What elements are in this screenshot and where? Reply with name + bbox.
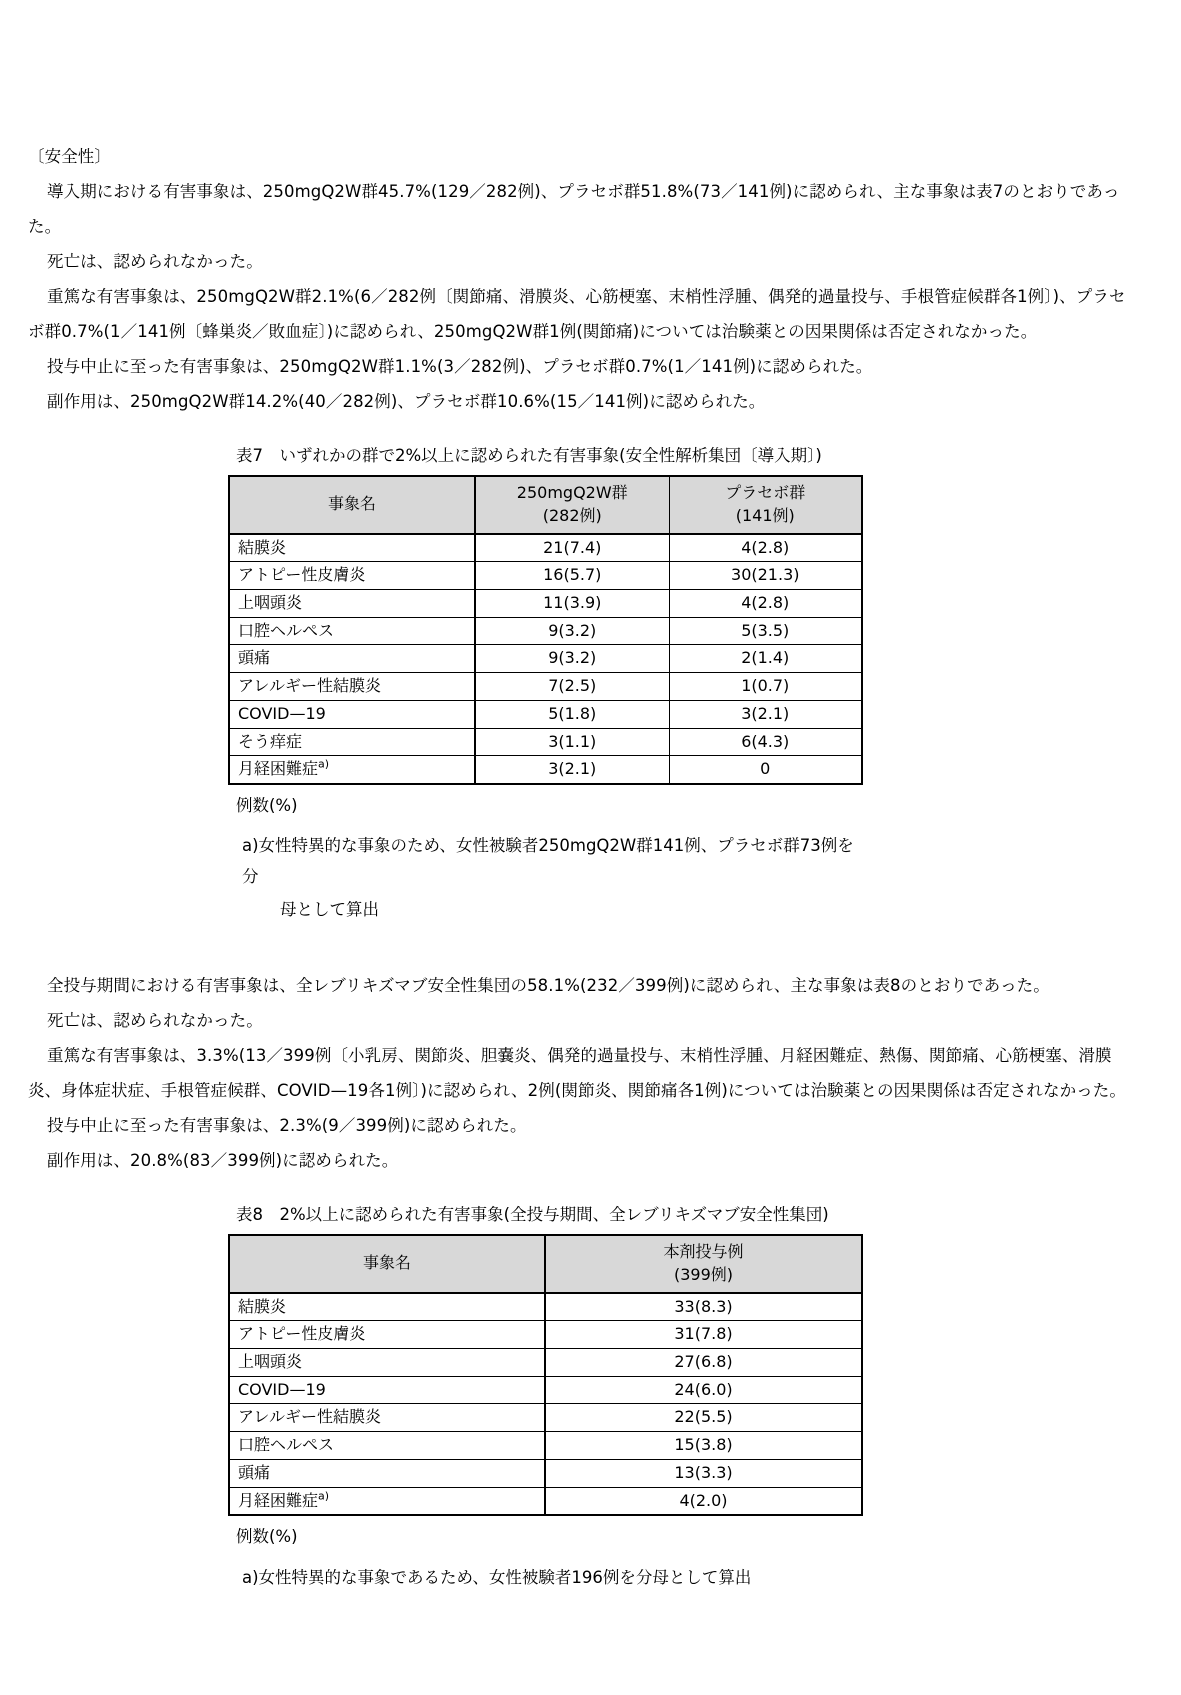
table7-block (228, 444, 868, 925)
table7 (228, 475, 863, 785)
table-row (229, 1404, 862, 1432)
table7-body (229, 534, 862, 784)
table-row (229, 1293, 862, 1321)
table8-cell-event-name: COVID—19 (229, 1376, 545, 1404)
table7-cell-event-name: COVID—19 (229, 700, 475, 728)
table8-cell-event-name: 月経困難症$^{a)}$ (229, 1487, 545, 1515)
table7-head (229, 476, 862, 534)
table7-cell-q2w-value: 3(2.1) (475, 756, 669, 784)
table7-col-event (229, 476, 475, 534)
table-row (229, 617, 862, 645)
table8-cell-value: 31(7.8) (545, 1321, 862, 1349)
table7-cell-placebo-value: 6(4.3) (669, 728, 862, 756)
table7-cell-q2w-value: 3(1.1) (475, 728, 669, 756)
table8-col-drug-label: 本剤投与例 (663, 1241, 744, 1261)
paragraph-serious-ae: 重篤な有害事象は、250mgQ2W群2.1%(6／282例〔関節痛、滑膜炎、心筋梗塞、末梢性浮腫、偶発的過量投与、手根管症候群各1例〕)、プラセボ群0.7%(1／141例〔蜂巣炎／敗血症〕)に認められ、250mgQ2W群1例(関節痛)については治験薬との因果関係は否定されなかった。 (28, 286, 1126, 341)
table7-cell-placebo-value: 4(2.8) (669, 589, 862, 617)
paragraph-induction-ae: 導入期における有害事象は、250mgQ2W群45.7%(129／282例)、プラセボ群51.8%(73／141例)に認められ、主な事象は表7のとおりであった。 (28, 181, 1120, 236)
table8-cell-value: 33(8.3) (545, 1293, 862, 1321)
table7-cell-q2w-value: 5(1.8) (475, 700, 669, 728)
table8-block (228, 1203, 868, 1594)
table7-cell-placebo-value: 3(2.1) (669, 700, 862, 728)
paragraph-overall-ae: 全投与期間における有害事象は、全レブリキズマブ安全性集団の58.1%(232／399例)に認められ、主な事象は表8のとおりであった。 (47, 976, 1050, 996)
table-row (229, 645, 862, 673)
table7-header-row (229, 476, 862, 534)
table8-cell-value: 24(6.0) (545, 1376, 862, 1404)
table8-col-drug (545, 1235, 862, 1293)
table8-cell-value: 13(3.3) (545, 1459, 862, 1487)
table7-cell-placebo-value: 0 (669, 756, 862, 784)
table7-cell-event-name: アトピー性皮膚炎 (229, 562, 475, 590)
table7-cell-placebo-value: 2(1.4) (669, 645, 862, 673)
spacer (28, 1179, 1133, 1203)
paragraph-overall-discontinuation: 投与中止に至った有害事象は、2.3%(9／399例)に認められた。 (47, 1115, 527, 1135)
table-row (229, 1459, 862, 1487)
table7-col-placebo-sub: (141例) (735, 505, 795, 525)
table8-note: 例数(%) (236, 1527, 298, 1547)
table-row (229, 1321, 862, 1349)
table8-cell-value: 22(5.5) (545, 1404, 862, 1432)
table7-cell-q2w-value: 9(3.2) (475, 617, 669, 645)
table8-col-event (229, 1235, 545, 1293)
table8-col-event-label: 事象名 (362, 1253, 411, 1273)
table7-col-q2w-sub: (282例) (542, 505, 602, 525)
table-row (229, 1376, 862, 1404)
table7-cell-q2w-value: 11(3.9) (475, 589, 669, 617)
table7-col-event-label: 事象名 (327, 494, 376, 514)
table8-cell-event-name: 上咽頭炎 (229, 1349, 545, 1377)
table-row (229, 728, 862, 756)
paragraph-overall-serious-ae: 重篤な有害事象は、3.3%(13／399例〔小乳房、関節炎、胆嚢炎、偶発的過量投与、末梢性浮腫、月経困難症、熱傷、関節痛、心筋梗塞、滑膜炎、身体症状症、手根管症候群、COVID—19各1例〕)に認められ、2例(関節炎、関節痛各1例)については治験薬との因果関係は否定されなかった。 (28, 1045, 1126, 1100)
section-heading: 〔安全性〕 (28, 147, 111, 166)
table8-head (229, 1235, 862, 1293)
table7-cell-q2w-value: 7(2.5) (475, 673, 669, 701)
paragraph-death: 死亡は、認められなかった。 (47, 251, 263, 271)
table7-note: 例数(%) (236, 795, 298, 815)
table8-cell-value: 27(6.8) (545, 1349, 862, 1377)
table7-footnote-line1: a)女性特異的な事象のため、女性被験者250mgQ2W群141例、プラセボ群73例を分 (242, 836, 854, 886)
paragraph-overall-death: 死亡は、認められなかった。 (47, 1011, 263, 1030)
table-row (229, 534, 862, 562)
table8-cell-event-name: 口腔ヘルペス (229, 1432, 545, 1460)
table-row (229, 756, 862, 784)
table7-cell-placebo-value: 4(2.8) (669, 534, 862, 562)
table8 (228, 1234, 863, 1517)
table8-body (229, 1293, 862, 1516)
table7-cell-q2w-value: 16(5.7) (475, 562, 669, 590)
footnote-marker: a) (318, 1489, 330, 1503)
table8-cell-event-name: 頭痛 (229, 1459, 545, 1487)
table7-col-q2w (475, 476, 669, 534)
table8-cell-event-name: アトピー性皮膚炎 (229, 1321, 545, 1349)
table7-cell-event-name: アレルギー性結膜炎 (229, 673, 475, 701)
table-row (229, 1487, 862, 1515)
table8-header-row (229, 1235, 862, 1293)
table-row (229, 1349, 862, 1377)
table-row (229, 1432, 862, 1460)
table7-cell-event-name: そう痒症 (229, 728, 475, 756)
table7-col-placebo-label: プラセボ群 (725, 482, 806, 502)
table7-cell-placebo-value: 1(0.7) (669, 673, 862, 701)
table8-cell-event-name: アレルギー性結膜炎 (229, 1404, 545, 1432)
table7-col-q2w-label: 250mgQ2W群 (516, 482, 628, 502)
table7-cell-event-name: 頭痛 (229, 645, 475, 673)
table7-cell-q2w-value: 9(3.2) (475, 645, 669, 673)
footnote-marker: a) (318, 757, 330, 771)
table7-footnote-line2: 母として算出 (280, 899, 379, 919)
table7-caption: 表7 いずれかの群で2%以上に認められた有害事象(安全性解析集団〔導入期〕) (236, 445, 822, 465)
table8-cell-value: 4(2.0) (545, 1487, 862, 1515)
table7-cell-event-name: 結膜炎 (229, 534, 475, 562)
paragraph-discontinuation: 投与中止に至った有害事象は、250mgQ2W群1.1%(3／282例)、プラセボ群0.7%(1／141例)に認められた。 (47, 356, 873, 376)
table-row (229, 562, 862, 590)
table-row (229, 700, 862, 728)
table7-cell-event-name: 口腔ヘルペス (229, 617, 475, 645)
table7-cell-event-name: 上咽頭炎 (229, 589, 475, 617)
table8-cell-value: 15(3.8) (545, 1432, 862, 1460)
table-row (229, 589, 862, 617)
table7-col-placebo (669, 476, 862, 534)
spacer (28, 925, 1133, 969)
table7-cell-placebo-value: 5(3.5) (669, 617, 862, 645)
table-row (229, 673, 862, 701)
table7-cell-event-name: 月経困難症$^{a)}$ (229, 756, 475, 784)
table8-caption: 表8 2%以上に認められた有害事象(全投与期間、全レブリキズマブ安全性集団) (236, 1204, 829, 1224)
spacer (28, 420, 1133, 444)
paragraph-adverse-reaction: 副作用は、250mgQ2W群14.2%(40／282例)、プラセボ群10.6%(15／141例)に認められた。 (47, 391, 766, 411)
paragraph-overall-adverse-reaction: 副作用は、20.8%(83／399例)に認められた。 (47, 1150, 399, 1170)
table8-footnote-line1: a)女性特異的な事象であるため、女性被験者196例を分母として算出 (242, 1567, 752, 1587)
table8-col-drug-sub: (399例) (673, 1264, 734, 1284)
table7-cell-q2w-value: 21(7.4) (475, 534, 669, 562)
table7-cell-placebo-value: 30(21.3) (669, 562, 862, 590)
table8-cell-event-name: 結膜炎 (229, 1293, 545, 1321)
